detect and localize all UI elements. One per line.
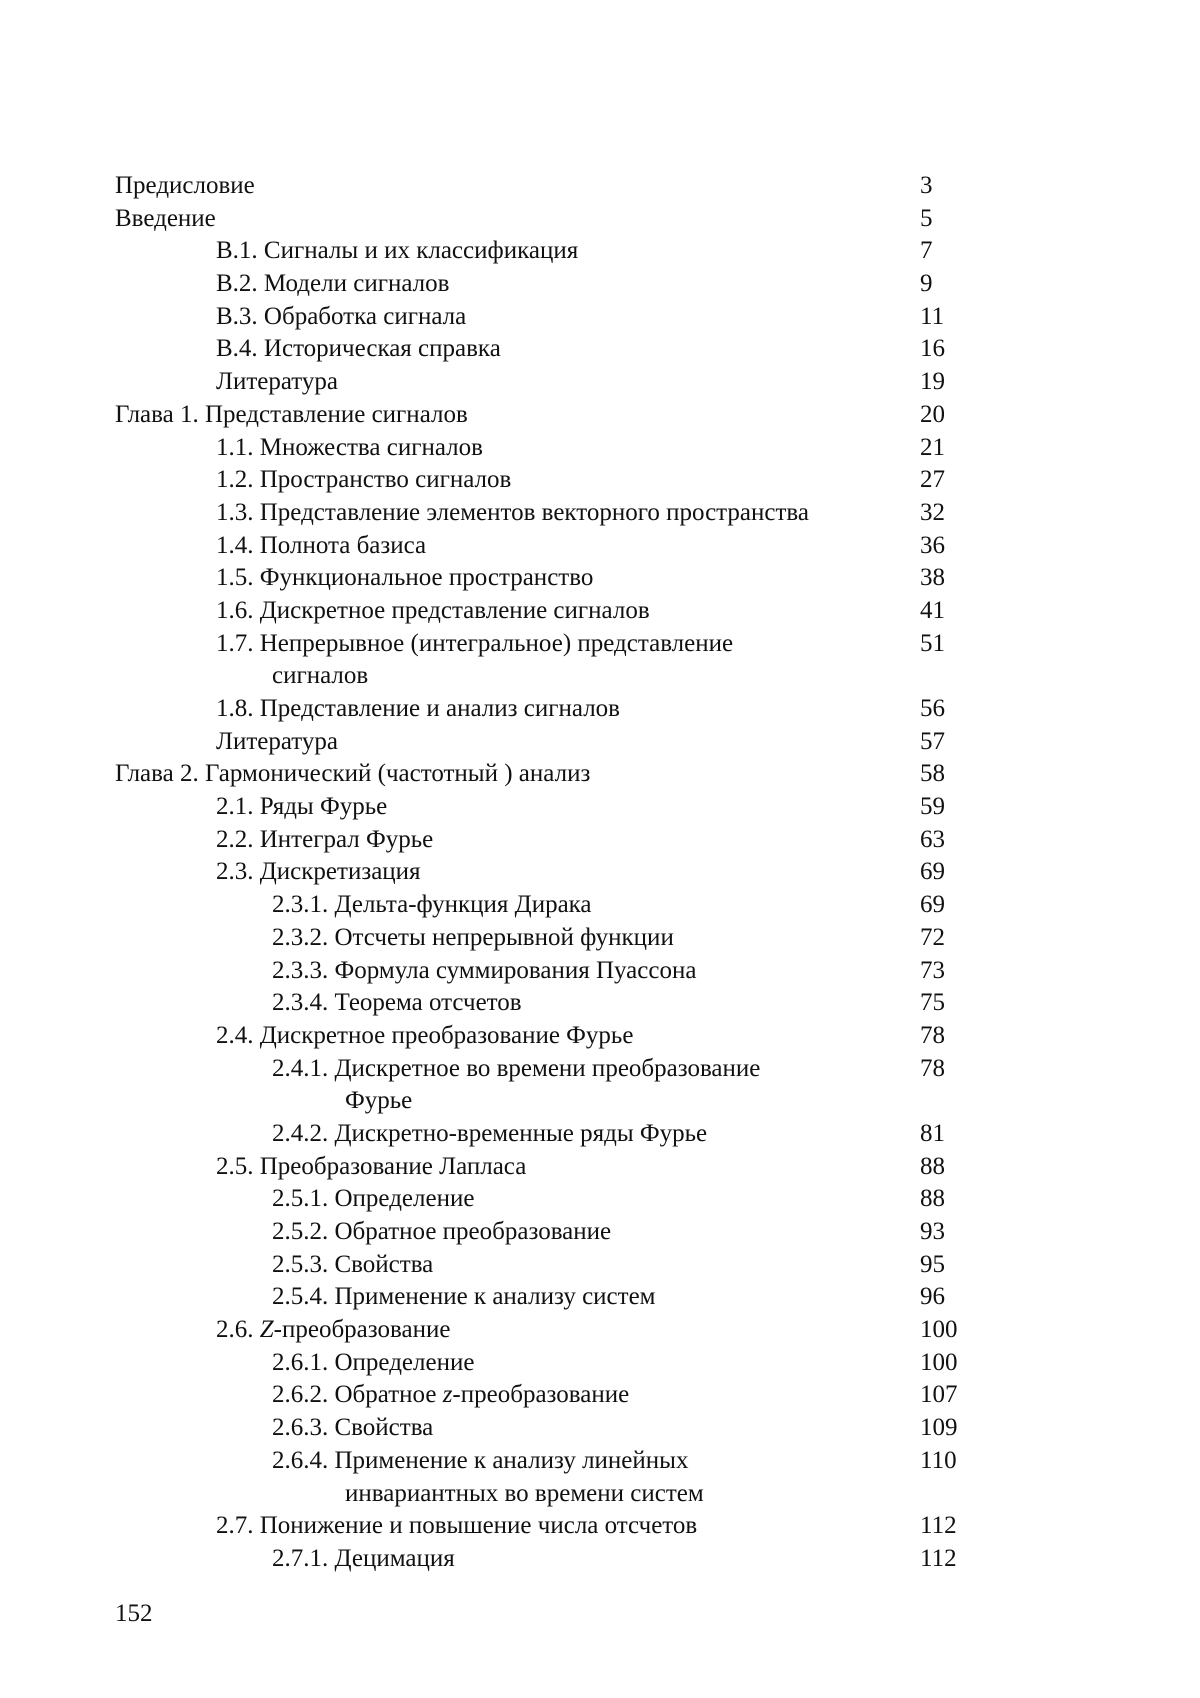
toc-entry (0, 497, 1200, 530)
toc-entry-title-prefix: 2.6. (216, 1316, 260, 1344)
toc-entry-page: 11 (920, 302, 945, 330)
toc-entry-page: 27 (920, 466, 945, 494)
toc-entry-page: 100 (920, 1316, 958, 1344)
toc-entry-page: 88 (920, 1152, 945, 1180)
toc-entry-page: 16 (920, 335, 945, 363)
toc-entry (0, 366, 1200, 399)
toc-entry (0, 824, 1200, 857)
toc-entry (0, 791, 1200, 824)
toc-entry-page: 107 (920, 1381, 958, 1409)
toc-entry-title: сигналов (272, 662, 369, 690)
toc-entry-title: Глава 2. Гармонический (частотный ) анализ (115, 760, 591, 788)
toc-entry-title: 2.4. Дискретное преобразование Фурье (216, 1021, 634, 1049)
toc-entry-title: 2.5.4. Применение к анализу систем (272, 1283, 656, 1311)
toc-entry (0, 1281, 1200, 1314)
toc-entry-page: 63 (920, 825, 945, 853)
toc-entry-title: Литература (216, 368, 338, 396)
toc-entry-title: 1.2. Пространство сигналов (216, 466, 512, 494)
toc-entry-title: 2.5. Преобразование Лапласа (216, 1152, 527, 1180)
toc-entry-page: 58 (920, 760, 945, 788)
toc-entry-title: 2.7. Понижение и повышение числа отсчетов (216, 1512, 698, 1540)
toc-entry-title: 2.3.4. Теорема отсчетов (272, 989, 522, 1017)
toc-entry (0, 432, 1200, 465)
toc-entry-page: 69 (920, 891, 945, 919)
toc-entry-page: 21 (920, 433, 945, 461)
toc-entry-page: 20 (920, 400, 945, 428)
toc-entry (0, 464, 1200, 497)
toc-entry-title: 2.6.3. Свойства (272, 1414, 434, 1442)
toc-entry-page: 112 (920, 1512, 957, 1540)
toc-entry (0, 1314, 1200, 1347)
toc-entry-page: 57 (920, 727, 945, 755)
toc-entry (0, 203, 1200, 236)
toc-entry (0, 987, 1200, 1020)
math-variable: z (442, 1381, 453, 1409)
toc-entry-page: 59 (920, 793, 945, 821)
toc-entry-page: 36 (920, 531, 945, 559)
toc-entry-page: 9 (920, 270, 933, 298)
toc-entry-title: В.4. Историческая справка (216, 335, 501, 363)
toc-entry (0, 1510, 1200, 1543)
toc-entry (0, 1379, 1200, 1412)
toc-entry-title-prefix: 2.6.2. Обратное (272, 1381, 443, 1409)
toc-entry (0, 726, 1200, 759)
toc-entry-title: 2.7.1. Децимация (272, 1544, 455, 1572)
toc-entry-page: 69 (920, 858, 945, 886)
toc-entry (0, 922, 1200, 955)
toc-entry (0, 1216, 1200, 1249)
toc-entry-title: В.1. Сигналы и их классификация (216, 237, 579, 265)
toc-entry-title: 2.4.2. Дискретно-временные ряды Фурье (272, 1119, 708, 1147)
toc-entry-page: 96 (920, 1283, 945, 1311)
toc-entry-title: 2.4.1. Дискретное во времени преобразование (272, 1054, 761, 1082)
toc-entry (0, 1085, 1200, 1118)
page-number: 152 (115, 1600, 153, 1627)
toc-entry-title: Литература (216, 727, 338, 755)
toc-entry (0, 333, 1200, 366)
toc-entry-title: 1.4. Полнота базиса (216, 531, 427, 559)
toc-entry (0, 856, 1200, 889)
toc-entry-title: 2.5.1. Определение (272, 1185, 475, 1213)
toc-entry-page: 112 (920, 1544, 957, 1572)
toc-entry (0, 628, 1200, 661)
toc-entry-title: 2.6.1. Определение (272, 1348, 475, 1376)
toc-entry-page: 88 (920, 1185, 945, 1213)
toc-entry-page: 7 (920, 237, 933, 265)
toc-entry-page: 110 (920, 1446, 957, 1474)
toc-entry-page: 72 (920, 923, 945, 951)
toc-entry-page: 32 (920, 498, 945, 526)
toc-entry-title: Фурье (345, 1087, 413, 1115)
toc-entry (0, 595, 1200, 628)
toc-entry-title: 1.7. Непрерывное (интегральное) представление (216, 629, 734, 657)
toc-entry-title: 2.5.2. Обратное преобразование (272, 1218, 612, 1245)
toc-entry-page: 3 (920, 172, 933, 199)
toc-entry-title (216, 1314, 450, 1347)
toc-entry-page: 78 (920, 1021, 945, 1049)
toc-entry-page: 51 (920, 629, 945, 657)
toc-entry-page: 95 (920, 1250, 945, 1278)
toc-entry (0, 1543, 1200, 1576)
toc-entry-title: 1.6. Дискретное представление сигналов (216, 596, 650, 624)
toc-entry-title: 2.3.2. Отсчеты непрерывной функции (272, 923, 674, 951)
toc-entry (0, 955, 1200, 988)
toc-entry (0, 530, 1200, 563)
toc-entry-page: 100 (920, 1348, 958, 1376)
toc-entry-title: В.2. Модели сигналов (216, 270, 450, 298)
table-of-contents (0, 170, 1200, 1576)
toc-entry (0, 1183, 1200, 1216)
toc-entry (0, 170, 1200, 203)
toc-entry-title: инвариантных во времени систем (345, 1479, 704, 1507)
toc-entry (0, 1347, 1200, 1380)
toc-entry-page: 81 (920, 1119, 945, 1147)
toc-entry-title: 1.1. Множества сигналов (216, 433, 483, 461)
toc-entry-title: 2.2. Интеграл Фурье (216, 825, 434, 853)
toc-entry-page: 38 (920, 564, 945, 592)
toc-entry-title: 1.5. Функциональное пространство (216, 564, 594, 592)
toc-entry-title (272, 1379, 629, 1412)
toc-entry (0, 660, 1200, 693)
toc-entry-title: Предисловие (115, 172, 255, 199)
toc-entry-title: 2.3. Дискретизация (216, 858, 421, 886)
toc-entry-title-suffix: -преобразование (452, 1381, 630, 1409)
toc-entry-title: В.3. Обработка сигнала (216, 302, 467, 330)
toc-entry-page: 41 (920, 596, 945, 624)
toc-entry-page: 78 (920, 1054, 945, 1082)
toc-entry (0, 268, 1200, 301)
toc-entry (0, 301, 1200, 334)
toc-entry-page: 109 (920, 1414, 958, 1442)
toc-entry (0, 1151, 1200, 1184)
toc-entry-title: 2.3.3. Формула суммирования Пуассона (272, 956, 697, 984)
toc-entry (0, 693, 1200, 726)
toc-entry-title: Введение (115, 204, 216, 232)
toc-entry-title: 2.5.3. Свойства (272, 1250, 434, 1278)
toc-entry (0, 562, 1200, 595)
toc-entry (0, 399, 1200, 432)
toc-entry (0, 1412, 1200, 1445)
toc-entry-title: Глава 1. Представление сигналов (115, 400, 468, 428)
toc-entry-page: 73 (920, 956, 945, 984)
toc-entry (0, 1020, 1200, 1053)
toc-entry (0, 1053, 1200, 1086)
toc-entry-page: 19 (920, 368, 945, 396)
math-variable: Z (259, 1316, 274, 1344)
toc-entry-title: 1.3. Представление элементов векторного пространства (216, 498, 809, 526)
toc-entry-page: 56 (920, 695, 945, 722)
toc-entry-title: 2.3.1. Дельта-функция Дирака (272, 891, 592, 919)
toc-entry (0, 1118, 1200, 1151)
toc-entry-page: 93 (920, 1218, 945, 1245)
toc-entry-title: 1.8. Представление и анализ сигналов (216, 695, 620, 722)
toc-entry (0, 889, 1200, 922)
toc-entry (0, 1445, 1200, 1478)
toc-entry-page: 75 (920, 989, 945, 1017)
toc-entry (0, 1249, 1200, 1282)
toc-entry-title: 2.1. Ряды Фурье (216, 793, 388, 821)
toc-entry-page: 5 (920, 204, 933, 232)
toc-entry (0, 758, 1200, 791)
toc-entry-title-suffix: -преобразование (273, 1316, 451, 1344)
toc-entry (0, 1478, 1200, 1511)
toc-entry (0, 235, 1200, 268)
toc-entry-title: 2.6.4. Применение к анализу линейных (272, 1446, 689, 1474)
